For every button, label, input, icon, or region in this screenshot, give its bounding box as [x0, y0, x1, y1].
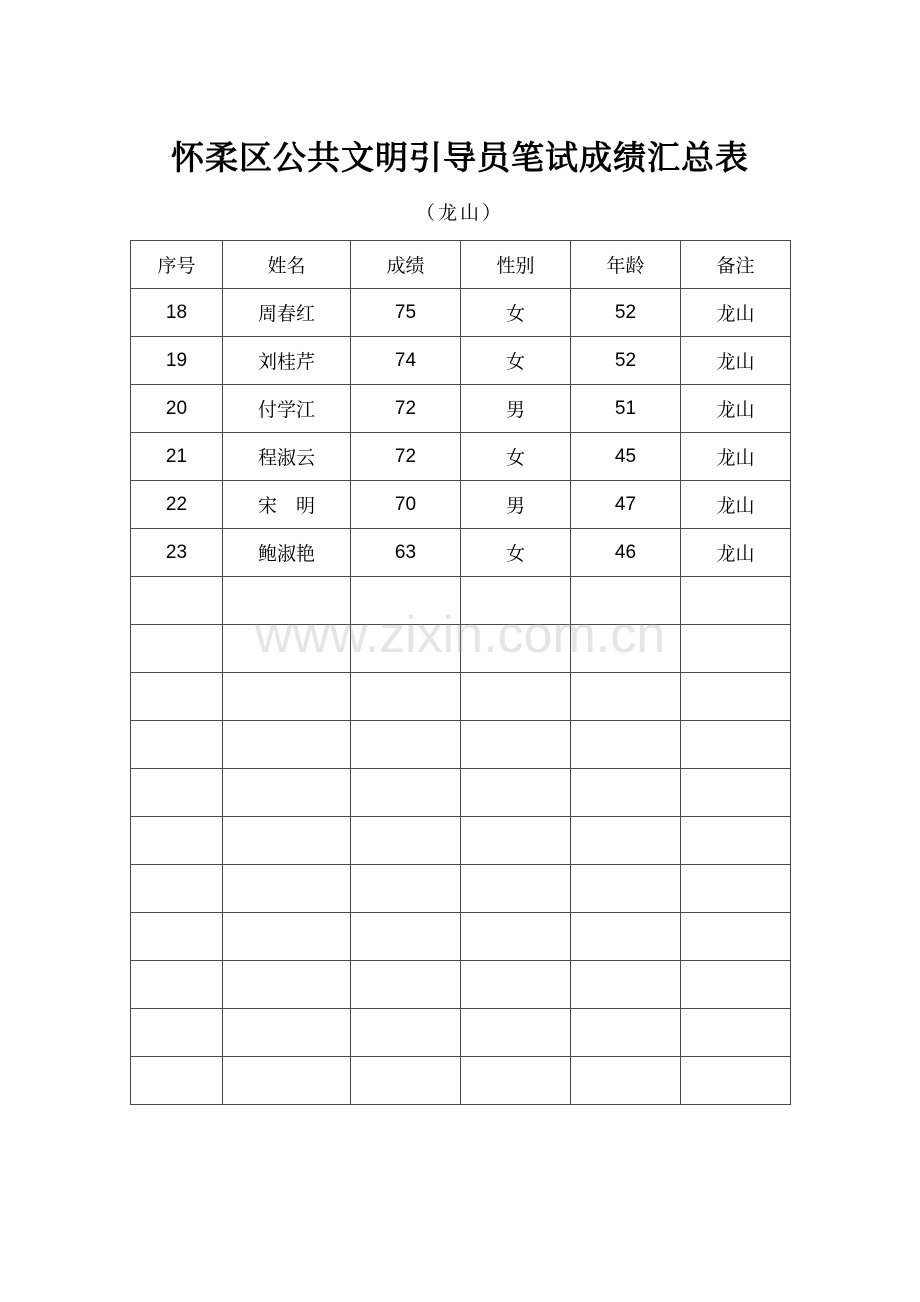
- empty-table-row: [131, 961, 791, 1009]
- cell-index-empty: [131, 1057, 223, 1105]
- table-body: [131, 289, 791, 1105]
- cell-gender-empty: [461, 961, 571, 1009]
- column-header-index: 序号: [131, 241, 223, 289]
- cell-name: 付学江: [223, 385, 351, 433]
- cell-index: 21: [131, 433, 223, 481]
- cell-age: 52: [571, 289, 681, 337]
- cell-remark: 龙山: [681, 481, 791, 529]
- cell-index: 23: [131, 529, 223, 577]
- cell-score: 75: [351, 289, 461, 337]
- cell-index-empty: [131, 817, 223, 865]
- cell-remark-empty: [681, 817, 791, 865]
- cell-gender-empty: [461, 673, 571, 721]
- cell-index: 18: [131, 289, 223, 337]
- cell-gender: 男: [461, 481, 571, 529]
- cell-age: 51: [571, 385, 681, 433]
- cell-score-empty: [351, 1057, 461, 1105]
- cell-name-empty: [223, 625, 351, 673]
- cell-remark-empty: [681, 961, 791, 1009]
- cell-gender-empty: [461, 1057, 571, 1105]
- cell-score-empty: [351, 769, 461, 817]
- cell-score: 72: [351, 433, 461, 481]
- cell-index: 19: [131, 337, 223, 385]
- cell-gender-empty: [461, 865, 571, 913]
- cell-gender: 女: [461, 289, 571, 337]
- column-header-name: 姓名: [223, 241, 351, 289]
- table-header-row: [131, 241, 791, 289]
- cell-age-empty: [571, 817, 681, 865]
- empty-table-row: [131, 913, 791, 961]
- table-row: [131, 481, 791, 529]
- cell-name: 周春红: [223, 289, 351, 337]
- empty-table-row: [131, 625, 791, 673]
- cell-score: 63: [351, 529, 461, 577]
- cell-gender-empty: [461, 817, 571, 865]
- cell-index-empty: [131, 865, 223, 913]
- empty-table-row: [131, 1057, 791, 1105]
- cell-remark: 龙山: [681, 529, 791, 577]
- table-row: [131, 529, 791, 577]
- cell-index-empty: [131, 577, 223, 625]
- empty-table-row: [131, 1009, 791, 1057]
- cell-age: 46: [571, 529, 681, 577]
- watermark: www.zixin.com.cn: [254, 606, 666, 664]
- empty-table-row: [131, 865, 791, 913]
- cell-age-empty: [571, 577, 681, 625]
- cell-index: 20: [131, 385, 223, 433]
- cell-age-empty: [571, 769, 681, 817]
- table-row: [131, 385, 791, 433]
- cell-score-empty: [351, 817, 461, 865]
- cell-age-empty: [571, 625, 681, 673]
- empty-table-row: [131, 817, 791, 865]
- table-row: [131, 433, 791, 481]
- cell-gender-empty: [461, 1009, 571, 1057]
- cell-score-empty: [351, 913, 461, 961]
- cell-gender: 男: [461, 385, 571, 433]
- cell-remark-empty: [681, 577, 791, 625]
- cell-age-empty: [571, 961, 681, 1009]
- cell-score: 74: [351, 337, 461, 385]
- cell-remark: 龙山: [681, 385, 791, 433]
- column-header-age: 年龄: [571, 241, 681, 289]
- cell-age: 52: [571, 337, 681, 385]
- cell-gender-empty: [461, 577, 571, 625]
- cell-name-empty: [223, 817, 351, 865]
- cell-age-empty: [571, 1057, 681, 1105]
- cell-score-empty: [351, 673, 461, 721]
- column-header-score: 成绩: [351, 241, 461, 289]
- cell-remark-empty: [681, 769, 791, 817]
- empty-table-row: [131, 721, 791, 769]
- cell-score-empty: [351, 1009, 461, 1057]
- cell-score-empty: [351, 961, 461, 1009]
- column-header-gender: 性别: [461, 241, 571, 289]
- cell-index-empty: [131, 721, 223, 769]
- cell-index-empty: [131, 1009, 223, 1057]
- cell-remark: 龙山: [681, 433, 791, 481]
- cell-age: 45: [571, 433, 681, 481]
- cell-age-empty: [571, 1009, 681, 1057]
- cell-gender-empty: [461, 769, 571, 817]
- cell-score-empty: [351, 865, 461, 913]
- cell-name-empty: [223, 577, 351, 625]
- cell-name-empty: [223, 1009, 351, 1057]
- cell-age-empty: [571, 721, 681, 769]
- cell-remark: 龙山: [681, 337, 791, 385]
- cell-score-empty: [351, 577, 461, 625]
- cell-age-empty: [571, 673, 681, 721]
- cell-name-empty: [223, 673, 351, 721]
- cell-remark-empty: [681, 1057, 791, 1105]
- cell-score: 72: [351, 385, 461, 433]
- cell-gender: 女: [461, 529, 571, 577]
- cell-remark: 龙山: [681, 289, 791, 337]
- cell-name-empty: [223, 721, 351, 769]
- cell-gender-empty: [461, 721, 571, 769]
- cell-score-empty: [351, 721, 461, 769]
- cell-name-empty: [223, 769, 351, 817]
- cell-remark-empty: [681, 673, 791, 721]
- cell-remark-empty: [681, 1009, 791, 1057]
- empty-table-row: [131, 673, 791, 721]
- cell-index-empty: [131, 769, 223, 817]
- table-row: [131, 337, 791, 385]
- cell-age-empty: [571, 865, 681, 913]
- cell-gender-empty: [461, 913, 571, 961]
- cell-name: 刘桂芹: [223, 337, 351, 385]
- cell-remark-empty: [681, 625, 791, 673]
- cell-name-empty: [223, 865, 351, 913]
- empty-table-row: [131, 577, 791, 625]
- column-header-remark: 备注: [681, 241, 791, 289]
- cell-name: 宋 明: [223, 481, 351, 529]
- page-subtitle: （龙山）: [415, 202, 504, 224]
- cell-score: 70: [351, 481, 461, 529]
- cell-remark-empty: [681, 721, 791, 769]
- cell-score-empty: [351, 625, 461, 673]
- cell-name: 鲍淑艳: [223, 529, 351, 577]
- cell-age-empty: [571, 913, 681, 961]
- table-row: [131, 289, 791, 337]
- cell-age: 47: [571, 481, 681, 529]
- cell-index-empty: [131, 625, 223, 673]
- cell-index-empty: [131, 913, 223, 961]
- cell-name-empty: [223, 961, 351, 1009]
- cell-index-empty: [131, 673, 223, 721]
- cell-name: 程淑云: [223, 433, 351, 481]
- cell-gender: 女: [461, 433, 571, 481]
- cell-gender: 女: [461, 337, 571, 385]
- cell-remark-empty: [681, 913, 791, 961]
- cell-remark-empty: [681, 865, 791, 913]
- cell-gender-empty: [461, 625, 571, 673]
- cell-name-empty: [223, 1057, 351, 1105]
- score-table: [130, 240, 791, 1105]
- page-title: 怀柔区公共文明引导员笔试成绩汇总表: [171, 138, 749, 177]
- cell-name-empty: [223, 913, 351, 961]
- empty-table-row: [131, 769, 791, 817]
- cell-index: 22: [131, 481, 223, 529]
- cell-index-empty: [131, 961, 223, 1009]
